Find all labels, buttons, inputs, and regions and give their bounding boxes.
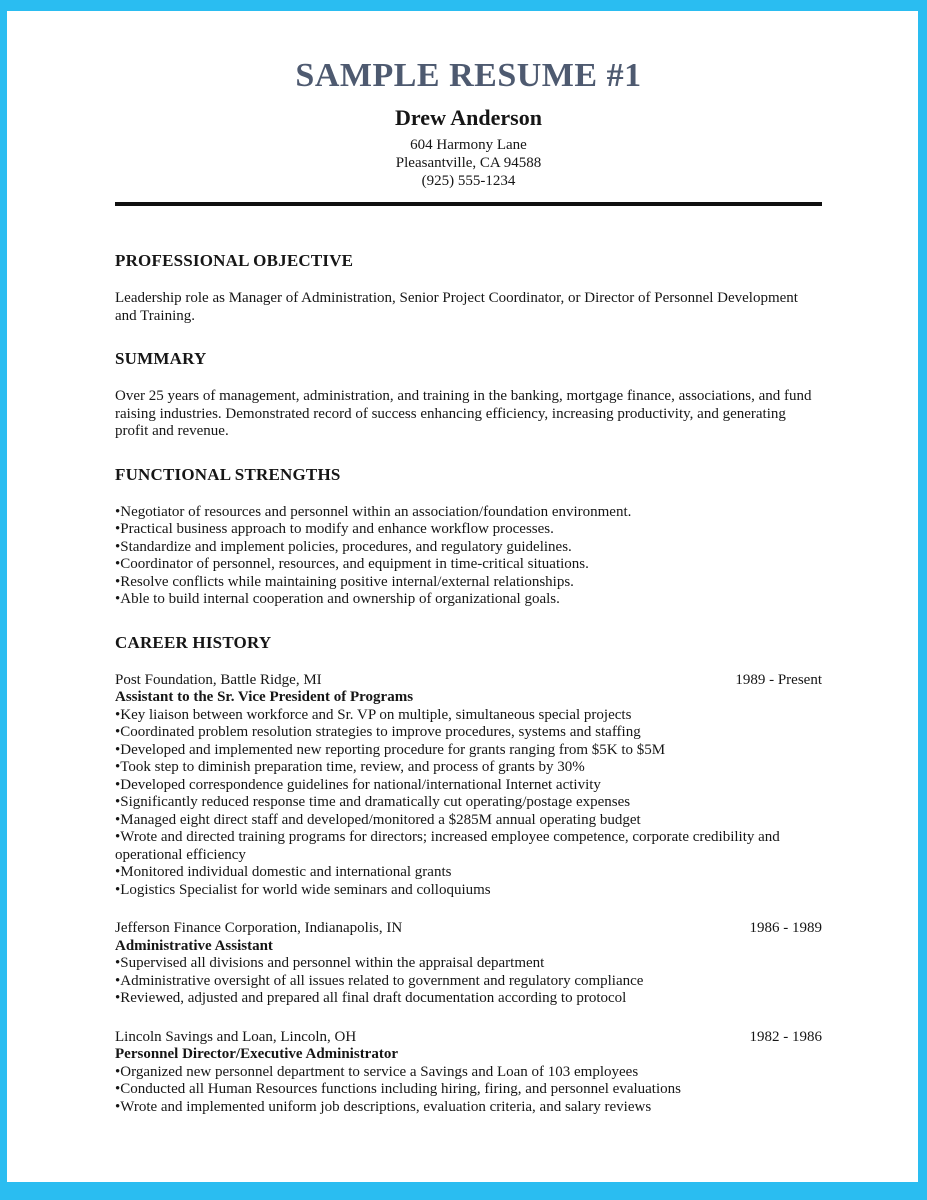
- section-heading-strengths: FUNCTIONAL STRENGTHS: [115, 464, 341, 484]
- job-bullet: • Significantly reduced response time and dramatically cut operating/postage expenses: [115, 794, 822, 812]
- job-bullet: • Coordinated problem resolution strategies to improve procedures, systems and staffing: [115, 724, 822, 742]
- job-title: Assistant to the Sr. Vice President of Programs: [115, 689, 414, 705]
- section-heading-objective: PROFESSIONAL OBJECTIVE: [115, 251, 354, 270]
- job-header: [115, 672, 822, 690]
- job-bullet: • Developed correspondence guidelines for national/international Internet activity: [115, 777, 822, 795]
- job-bullet: • Reviewed, adjusted and prepared all final draft documentation according to protocol: [115, 990, 822, 1008]
- objective-text: Leadership role as Manager of Administration, Senior Project Coordinator, or Director of Personnel Development and Training.: [115, 290, 798, 324]
- company-name: Lincoln Savings and Loan, Lincoln, OH: [115, 1028, 357, 1045]
- job-title: Administrative Assistant: [115, 937, 273, 954]
- summary-text: Over 25 years of management, administration, and training in the banking, mortgage finance, associations, and fund raising industries. Demonstrated record of success enhancing efficiency, increasing productivity, and generating profit and revenue.: [115, 388, 812, 439]
- job-bullet: • Wrote and implemented uniform job descriptions, evaluation criteria, and salary reviews: [115, 1099, 822, 1117]
- company-name: Jefferson Finance Corporation, Indianapolis, IN: [115, 920, 403, 936]
- job-entry: [115, 920, 822, 1008]
- job-bullet: • Took step to diminish preparation time, review, and process of grants by 30%: [115, 759, 822, 777]
- job-bullet: • Administrative oversight of all issues related to government and regulatory compliance: [115, 973, 822, 991]
- job-bullet: • Supervised all divisions and personnel within the appraisal department: [115, 955, 822, 973]
- job-bullet: • Key liaison between workforce and Sr. VP on multiple, simultaneous special projects: [115, 707, 822, 725]
- strength-bullet: • Standardize and implement policies, procedures, and regulatory guidelines.: [115, 539, 822, 557]
- date-range: 1989 - Present: [735, 671, 822, 688]
- section-professional-objective: [115, 251, 822, 325]
- resume-header: [115, 57, 822, 206]
- section-summary: [115, 349, 822, 441]
- job-bullet: • Conducted all Human Resources functions including hiring, firing, and personnel evaluations: [115, 1081, 822, 1099]
- job-bullet: • Monitored individual domestic and international grants: [115, 864, 822, 882]
- strength-bullet: • Practical business approach to modify and enhance workflow processes.: [115, 521, 822, 539]
- job-header: [115, 1029, 822, 1047]
- company-name: Post Foundation, Battle Ridge, MI: [115, 671, 322, 688]
- job-entry: [115, 1029, 822, 1117]
- section-career-history: [115, 633, 822, 1117]
- job-bullet: • Logistics Specialist for world wide seminars and colloquiums: [115, 882, 822, 900]
- address-line-2: Pleasantville, CA 94588: [395, 155, 542, 171]
- job-bullet: • Developed and implemented new reporting procedure for grants ranging from $5K to $5M: [115, 742, 822, 760]
- address-line-1: 604 Harmony Lane: [410, 137, 527, 153]
- strength-bullet: • Able to build internal cooperation and ownership of organizational goals.: [115, 591, 822, 609]
- job-header: [115, 920, 822, 938]
- sample-resume-title: SAMPLE RESUME #1: [295, 57, 642, 94]
- job-bullet: • Wrote and directed training programs for directors; increased employee competence, corporate credibility and operational efficiency: [115, 829, 822, 864]
- job-bullet: • Managed eight direct staff and developed/monitored a $285M annual operating budget: [115, 812, 822, 830]
- date-range: 1986 - 1989: [749, 920, 822, 936]
- header-divider: [115, 202, 822, 206]
- section-heading-career: CAREER HISTORY: [115, 632, 272, 652]
- resume-page: [7, 11, 918, 1182]
- candidate-name: Drew Anderson: [395, 105, 542, 130]
- phone-number: (925) 555-1234: [421, 173, 516, 189]
- job-bullet: • Organized new personnel department to service a Savings and Loan of 103 employees: [115, 1064, 822, 1082]
- strength-bullet: • Resolve conflicts while maintaining positive internal/external relationships.: [115, 574, 822, 592]
- job-title: Personnel Director/Executive Administrator: [115, 1046, 398, 1062]
- section-functional-strengths: [115, 465, 822, 609]
- job-entry: [115, 672, 822, 900]
- strength-bullet: • Coordinator of personnel, resources, and equipment in time-critical situations.: [115, 556, 822, 574]
- strength-bullet: • Negotiator of resources and personnel within an association/foundation environment.: [115, 504, 822, 522]
- section-heading-summary: SUMMARY: [115, 349, 207, 368]
- date-range: 1982 - 1986: [749, 1028, 822, 1045]
